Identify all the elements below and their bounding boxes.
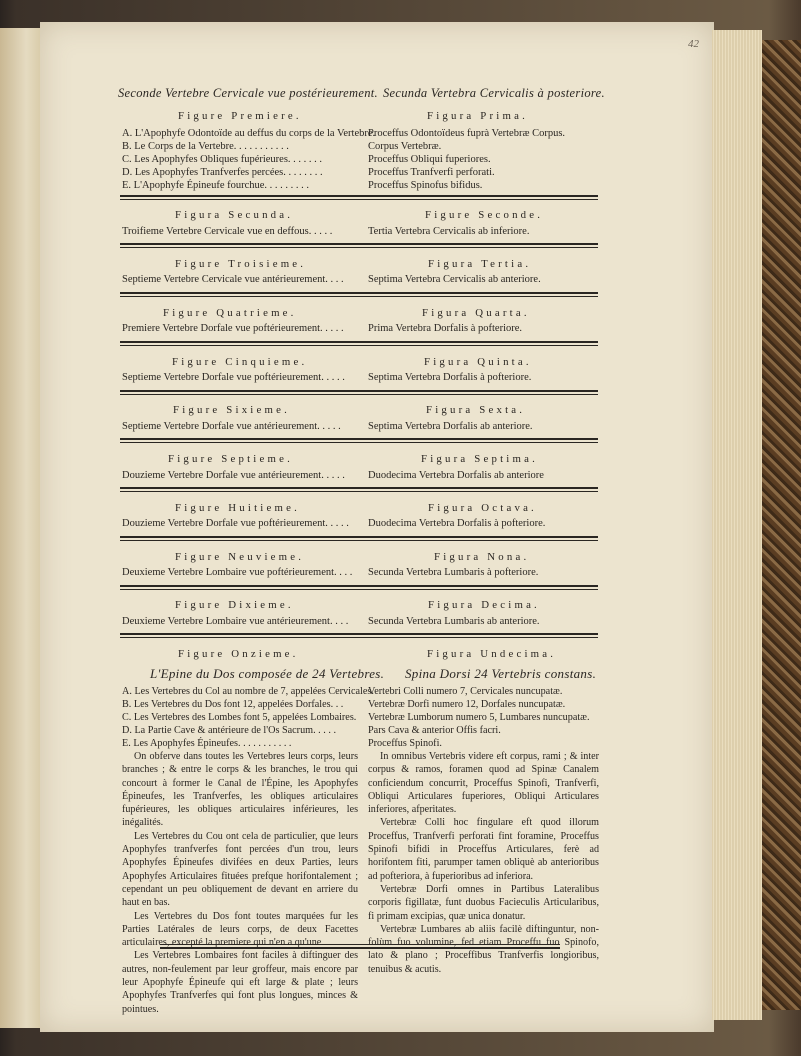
figure-10-fr-caption: Deuxieme Vertebre Lombaire vue antérieurement. . . . xyxy=(122,616,349,627)
figure-10-la-caption: Secunda Vertebra Lumbaris ab anteriore. xyxy=(368,616,540,627)
legend-item: Proceffus Obliqui fuperiores. xyxy=(368,154,491,165)
figure-4-fr-caption: Premiere Vertebre Dorfale vue poftérieurement. . . . . xyxy=(122,323,344,334)
left-page-edge xyxy=(0,28,44,1028)
legend-item: C. Les Vertebres des Lombes font 5, appelées Lombaires. xyxy=(122,712,357,723)
figure-2-fr-title: Figura Secunda. xyxy=(175,209,294,221)
figure-4-la-title: Figura Quarta. xyxy=(422,307,530,319)
figure-10-la-title: Figura Decima. xyxy=(428,599,540,611)
figure-11-fr-title: Figure Onzieme. xyxy=(178,648,299,660)
figure-6-la-title: Figura Sexta. xyxy=(426,404,526,416)
figure-7-la-title: Figura Septima. xyxy=(421,453,538,465)
divider-rule xyxy=(120,585,598,590)
legend-item: Proceffus Odontoïdeus fuprà Vertebræ Corpus. xyxy=(368,128,566,139)
body-paragraph: Les Vertebres Lombaires font faciles à diftinguer des autres, non-feulement par leur groffeur, mais encore par leur Apophyfe Épineufe qui eft large & plate ; leurs Apophyfes Tranfverfes qui font plus longues, minces & pointues. xyxy=(122,950,358,1015)
figure-11-fr-legend xyxy=(122,685,374,750)
figure-2-fr-caption: Troifieme Vertebre Cervicale vue en deffous. . . . . xyxy=(122,226,333,237)
figure-3-fr-caption: Septieme Vertebre Cervicale vue antérieurement. . . . xyxy=(122,274,344,285)
legend-item: E. L'Apophyfe Épineufe fourchue. . . . . . . . . xyxy=(122,180,310,191)
legend-item: Corpus Vertebræ. xyxy=(368,141,442,152)
figure-8-fr-caption: Douzieme Vertebre Dorfale vue poftérieurement. . . . . xyxy=(122,518,349,529)
header-left-script: Seconde Vertebre Cervicale vue postérieurement. xyxy=(118,86,378,100)
body-paragraph: In omnibus Vertebris videre eft corpus, rami ; & inter corpus & ramos, foramen quod ad Spinæ Canalem conficiendum concurrit, Proceffus Spinofi, Tranfverfi, Obliqui Articulares fuperiores, Obliqui Articulares inferiores, afperitates. xyxy=(368,751,599,816)
legend-item: A. L'Apophyfe Odontoïde au deffus du corps de la Vertebre. xyxy=(122,128,376,139)
figure-1-la-legend xyxy=(368,127,565,192)
legend-item: Proceffus Tranfverfi perforati. xyxy=(368,167,495,178)
figure-5-la-caption: Septima Vertebra Dorfalis à pofteriore. xyxy=(368,372,532,383)
legend-item: Vertebri Colli numero 7, Cervicales nuncupatæ. xyxy=(368,686,563,697)
figure-8-la-caption: Duodecima Vertebra Dorfalis à pofteriore. xyxy=(368,518,546,529)
body-paragraph: Les Vertebres du Cou ont cela de particulier, que leurs Apophyfes tranfverfes font percées d'un trou, leurs Apophyfes Épineufes divifées en deux Parties, leurs Apophyfes Articulaires fituées prefque horifontalement ; cependant un peu obliquement de devant en arriere du haut en bas. xyxy=(122,830,358,909)
figure-5-la-title: Figura Quinta. xyxy=(424,356,532,368)
figure-1-fr-title: Figure Premiere. xyxy=(178,110,302,122)
figure-11-fr-script: L'Epine du Dos composée de 24 Vertebres. xyxy=(150,666,385,681)
divider-rule xyxy=(120,536,598,541)
figure-1-fr-legend xyxy=(122,127,375,192)
figure-11-fr-body xyxy=(122,750,358,1016)
divider-rule xyxy=(120,438,598,443)
divider-rule xyxy=(120,487,598,492)
divider-rule xyxy=(120,633,598,638)
divider-rule xyxy=(120,390,598,395)
closing-ornament-rule xyxy=(160,944,560,949)
legend-item: A. Les Vertebres du Col au nombre de 7, appelées Cervicales. xyxy=(122,686,374,697)
body-paragraph: Vertebræ Dorfi omnes in Partibus Lateralibus corporis figillatæ, funt duobus Facieculis Articularibus, fi primam excipias, quæ unica donatur. xyxy=(368,883,599,922)
legend-item: B. Le Corps de la Vertebre. . . . . . . . . . . xyxy=(122,141,289,152)
legend-item: Proceffus Spinofus bifidus. xyxy=(368,180,483,191)
figure-6-la-caption: Septima Vertebra Dorfalis ab anteriore. xyxy=(368,421,533,432)
figure-7-la-caption: Duodecima Vertebra Dorfalis ab anteriore xyxy=(368,470,544,481)
page-edges xyxy=(712,30,762,1020)
page-number: 42 xyxy=(688,38,699,50)
figure-2-la-caption: Tertia Vertebra Cervicalis ab inferiore. xyxy=(368,226,530,237)
figure-8-la-title: Figura Octava. xyxy=(428,502,537,514)
figure-11-la-legend xyxy=(368,685,590,750)
figure-9-la-title: Figura Nona. xyxy=(434,551,530,563)
figure-5-fr-caption: Septieme Vertebre Dorfale vue poftérieurement. . . . . xyxy=(122,372,345,383)
body-paragraph: Vertebræ Lumbares ab aliis facilè diftinguntur, non-folùm fuo volumine, fed etiam Proceffu fuo Spinofo, lato & plano ; Proceffibus Tranfverfis longioribus, tenuibus & acutis. xyxy=(368,923,599,975)
figure-9-la-caption: Secunda Vertebra Lumbaris à pofteriore. xyxy=(368,567,539,578)
body-paragraph: Les Vertebres du Dos font toutes marquées fur les Parties Latérales de leurs corps, de deux Facettes articulaires, excepté la premiere qui n'en a qu'une xyxy=(122,910,358,949)
figure-11-la-title: Figura Undecima. xyxy=(427,648,557,660)
legend-item: E. Les Apophyfes Épineufes. . . . . . . . . . . xyxy=(122,738,292,749)
figure-3-la-title: Figura Tertia. xyxy=(428,258,532,270)
figure-3-la-caption: Septima Vertebra Cervicalis ab anteriore. xyxy=(368,274,541,285)
legend-item: D. Les Apophyfes Tranfverfes percées. . . . . . . . xyxy=(122,167,323,178)
legend-item: Vertebræ Lumborum numero 5, Lumbares nuncupatæ. xyxy=(368,712,590,723)
legend-item: C. Les Apophyfes Obliques fupérieures. . . . . . . xyxy=(122,154,323,165)
figure-10-fr-title: Figure Dixieme. xyxy=(175,599,294,611)
legend-item: Proceffus Spinofi. xyxy=(368,738,442,749)
figure-11-la-script: Spina Dorsi 24 Vertebris constans. xyxy=(405,666,597,681)
figure-4-la-caption: Prima Vertebra Dorfalis à pofteriore. xyxy=(368,323,523,334)
divider-rule xyxy=(120,195,598,200)
figure-9-fr-title: Figure Neuvieme. xyxy=(175,551,305,563)
figure-11-la-body xyxy=(368,750,599,976)
divider-rule xyxy=(120,292,598,297)
figure-6-fr-title: Figure Sixieme. xyxy=(173,404,290,416)
divider-rule xyxy=(120,243,598,248)
body-paragraph: On obferve dans toutes les Vertebres leurs corps, leurs branches ; & entre le corps & les branches, le trou qui concourt à former le Canal de l'Épine, les Apophyfes Épineufes, les Tranfverfes, les obliques articulaires fupérieures, les obliques articulaires inférieures, les inégalités. xyxy=(122,751,358,829)
figure-6-fr-caption: Septieme Vertebre Dorfale vue antérieurement. . . . . xyxy=(122,421,341,432)
figure-2-la-title: Figure Seconde. xyxy=(425,209,544,221)
legend-item: Vertebræ Dorfi numero 12, Dorfales nuncupatæ. xyxy=(368,699,566,710)
figure-1-la-title: Figura Prima. xyxy=(427,110,528,122)
figure-5-fr-title: Figure Cinquieme. xyxy=(172,356,308,368)
figure-8-fr-title: Figure Huitieme. xyxy=(175,502,300,514)
figure-4-fr-title: Figure Quatrieme. xyxy=(163,307,297,319)
figure-9-fr-caption: Deuxieme Vertebre Lombaire vue poftérieurement. . . . xyxy=(122,567,353,578)
body-paragraph: Vertebræ Colli hoc fingulare eft quod illorum Proceffus, Tranfverfi perforati fint foramine, Proceffus Spinofi bifidi in Proceffus Articulares, ferè ad horifontem fiti, parumper tamen obliquè ab anterioribus ad pofteriora, à fuperioribus ad inferiora. xyxy=(368,817,599,882)
marbled-cover xyxy=(762,40,801,1010)
header-right-script: Secunda Vertebra Cervicalis à posteriore. xyxy=(383,86,605,100)
legend-item: Pars Cava & anterior Offis facri. xyxy=(368,725,501,736)
legend-item: D. La Partie Cave & antérieure de l'Os Sacrum. . . . . xyxy=(122,725,337,736)
figure-7-fr-caption: Douzieme Vertebre Dorfale vue antérieurement. . . . . xyxy=(122,470,345,481)
figure-7-fr-title: Figure Septieme. xyxy=(168,453,293,465)
legend-item: B. Les Vertebres du Dos font 12, appelées Dorfales. . . xyxy=(122,699,344,710)
divider-rule xyxy=(120,341,598,346)
figure-3-fr-title: Figure Troisieme. xyxy=(175,258,307,270)
